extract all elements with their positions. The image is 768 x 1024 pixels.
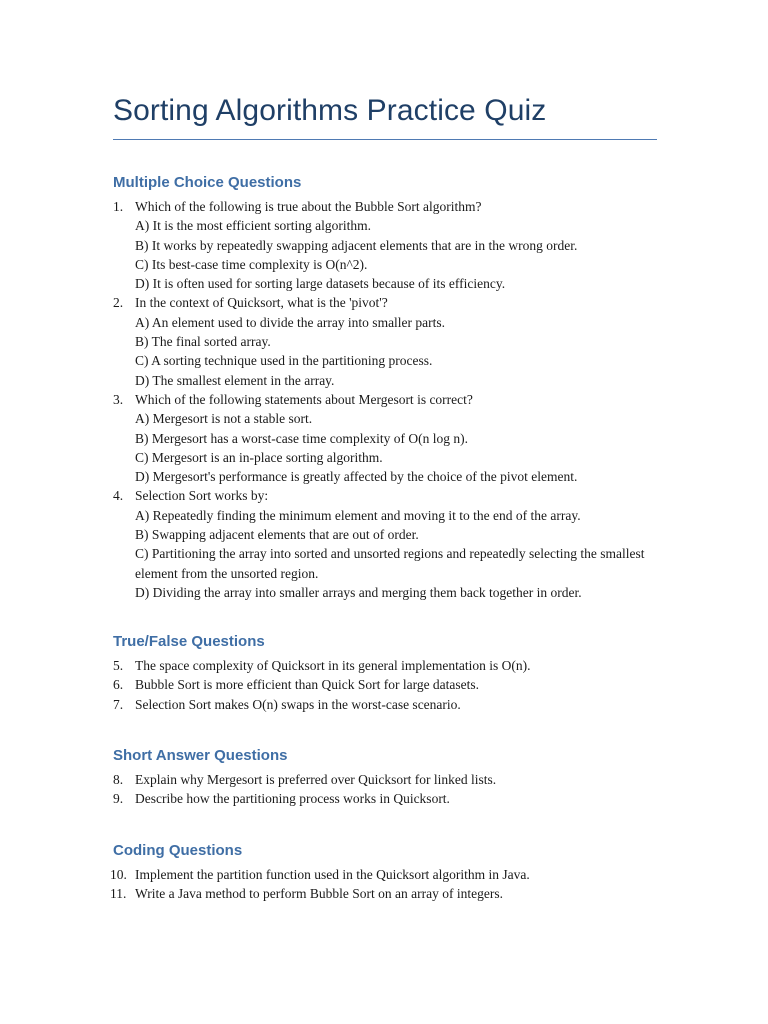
- question-line: [113, 770, 658, 789]
- question-text: The space complexity of Quicksort in its general implementation is O(n).: [135, 658, 531, 673]
- answer-option: A) Repeatedly finding the minimum element and moving it to the end of the array.: [135, 507, 581, 523]
- question-text: In the context of Quicksort, what is the 'pivot'?: [135, 295, 388, 311]
- question-text: Describe how the partitioning process works in Quicksort.: [135, 791, 450, 807]
- answer-option: B) Mergesort has a worst-case time complexity of O(n log n).: [135, 430, 469, 446]
- question-number: 1.: [113, 199, 124, 214]
- answer-option: D) The smallest element in the array.: [135, 372, 335, 388]
- question-text: Which of the following is true about the Bubble Sort algorithm?: [135, 199, 482, 214]
- question-text: Bubble Sort is more efficient than Quick Sort for large datasets.: [135, 677, 480, 693]
- question-line: [110, 865, 658, 884]
- question-number: 3.: [113, 391, 124, 407]
- question-line: [113, 486, 658, 505]
- question-number: 10.: [110, 867, 127, 882]
- question-line: [113, 656, 658, 675]
- question-text: Implement the partition function used in the Quicksort algorithm in Java.: [135, 867, 530, 882]
- title-underline: [113, 139, 657, 140]
- question-text: Which of the following statements about Mergesort is correct?: [135, 391, 473, 407]
- section-multiple-choice: [113, 172, 658, 602]
- answer-option: C) Mergesort is an in-place sorting algorithm.: [135, 449, 383, 465]
- question-number: 11.: [110, 886, 127, 902]
- question-line: [113, 789, 658, 808]
- answer-option: A) It is the most efficient sorting algorithm.: [135, 218, 371, 234]
- section-heading: True/False Questions: [113, 633, 265, 650]
- answer-option: C) Partitioning the array into sorted and unsorted regions and repeatedly selecting the smallest element from the unsorted region.: [135, 546, 645, 581]
- question-number: 8.: [113, 772, 124, 787]
- document-title: Sorting Algorithms Practice Quiz: [113, 94, 547, 127]
- question-line: [113, 675, 658, 694]
- answer-option: A) Mergesort is not a stable sort.: [135, 411, 313, 427]
- answer-option: B) It works by repeatedly swapping adjacent elements that are in the wrong order.: [135, 237, 578, 253]
- question-item: [113, 197, 658, 293]
- question-text: Selection Sort makes O(n) swaps in the worst-case scenario.: [135, 696, 461, 712]
- question-number: 4.: [113, 488, 124, 504]
- question-text: Selection Sort works by:: [135, 488, 269, 504]
- answer-option: B) The final sorted array.: [135, 334, 271, 350]
- section-heading: Coding Questions: [113, 842, 243, 859]
- section-short-answer: [113, 745, 658, 809]
- answer-option: B) Swapping adjacent elements that are out of order.: [135, 527, 419, 543]
- question-number: 7.: [113, 696, 124, 712]
- question-item: [113, 486, 658, 602]
- section-heading: Short Answer Questions: [113, 747, 288, 764]
- answer-option: D) Dividing the array into smaller arrays and merging them back together in order.: [135, 584, 582, 600]
- question-text: Write a Java method to perform Bubble Sort on an array of integers.: [135, 886, 503, 902]
- answer-option: D) It is often used for sorting large datasets because of its efficiency.: [135, 276, 506, 292]
- answer-option: A) An element used to divide the array into smaller parts.: [135, 314, 446, 330]
- question-number: 9.: [113, 791, 124, 807]
- answer-option: D) Mergesort's performance is greatly affected by the choice of the pivot element.: [135, 469, 578, 485]
- section-coding: [110, 840, 658, 904]
- question-item: [113, 293, 658, 389]
- question-number: 2.: [113, 295, 124, 311]
- answer-option: C) Its best-case time complexity is O(n^2).: [135, 256, 368, 272]
- question-line: [110, 884, 658, 903]
- question-item: [113, 390, 658, 486]
- question-number: 6.: [113, 677, 124, 693]
- question-line: [113, 197, 658, 216]
- section-heading: Multiple Choice Questions: [113, 174, 302, 191]
- question-line: [113, 293, 658, 312]
- answer-option: C) A sorting technique used in the partitioning process.: [135, 353, 433, 369]
- question-number: 5.: [113, 658, 124, 673]
- question-text: Explain why Mergesort is preferred over Quicksort for linked lists.: [135, 772, 497, 787]
- question-line: [113, 390, 658, 409]
- section-true-false: [113, 631, 658, 714]
- question-line: [113, 695, 658, 714]
